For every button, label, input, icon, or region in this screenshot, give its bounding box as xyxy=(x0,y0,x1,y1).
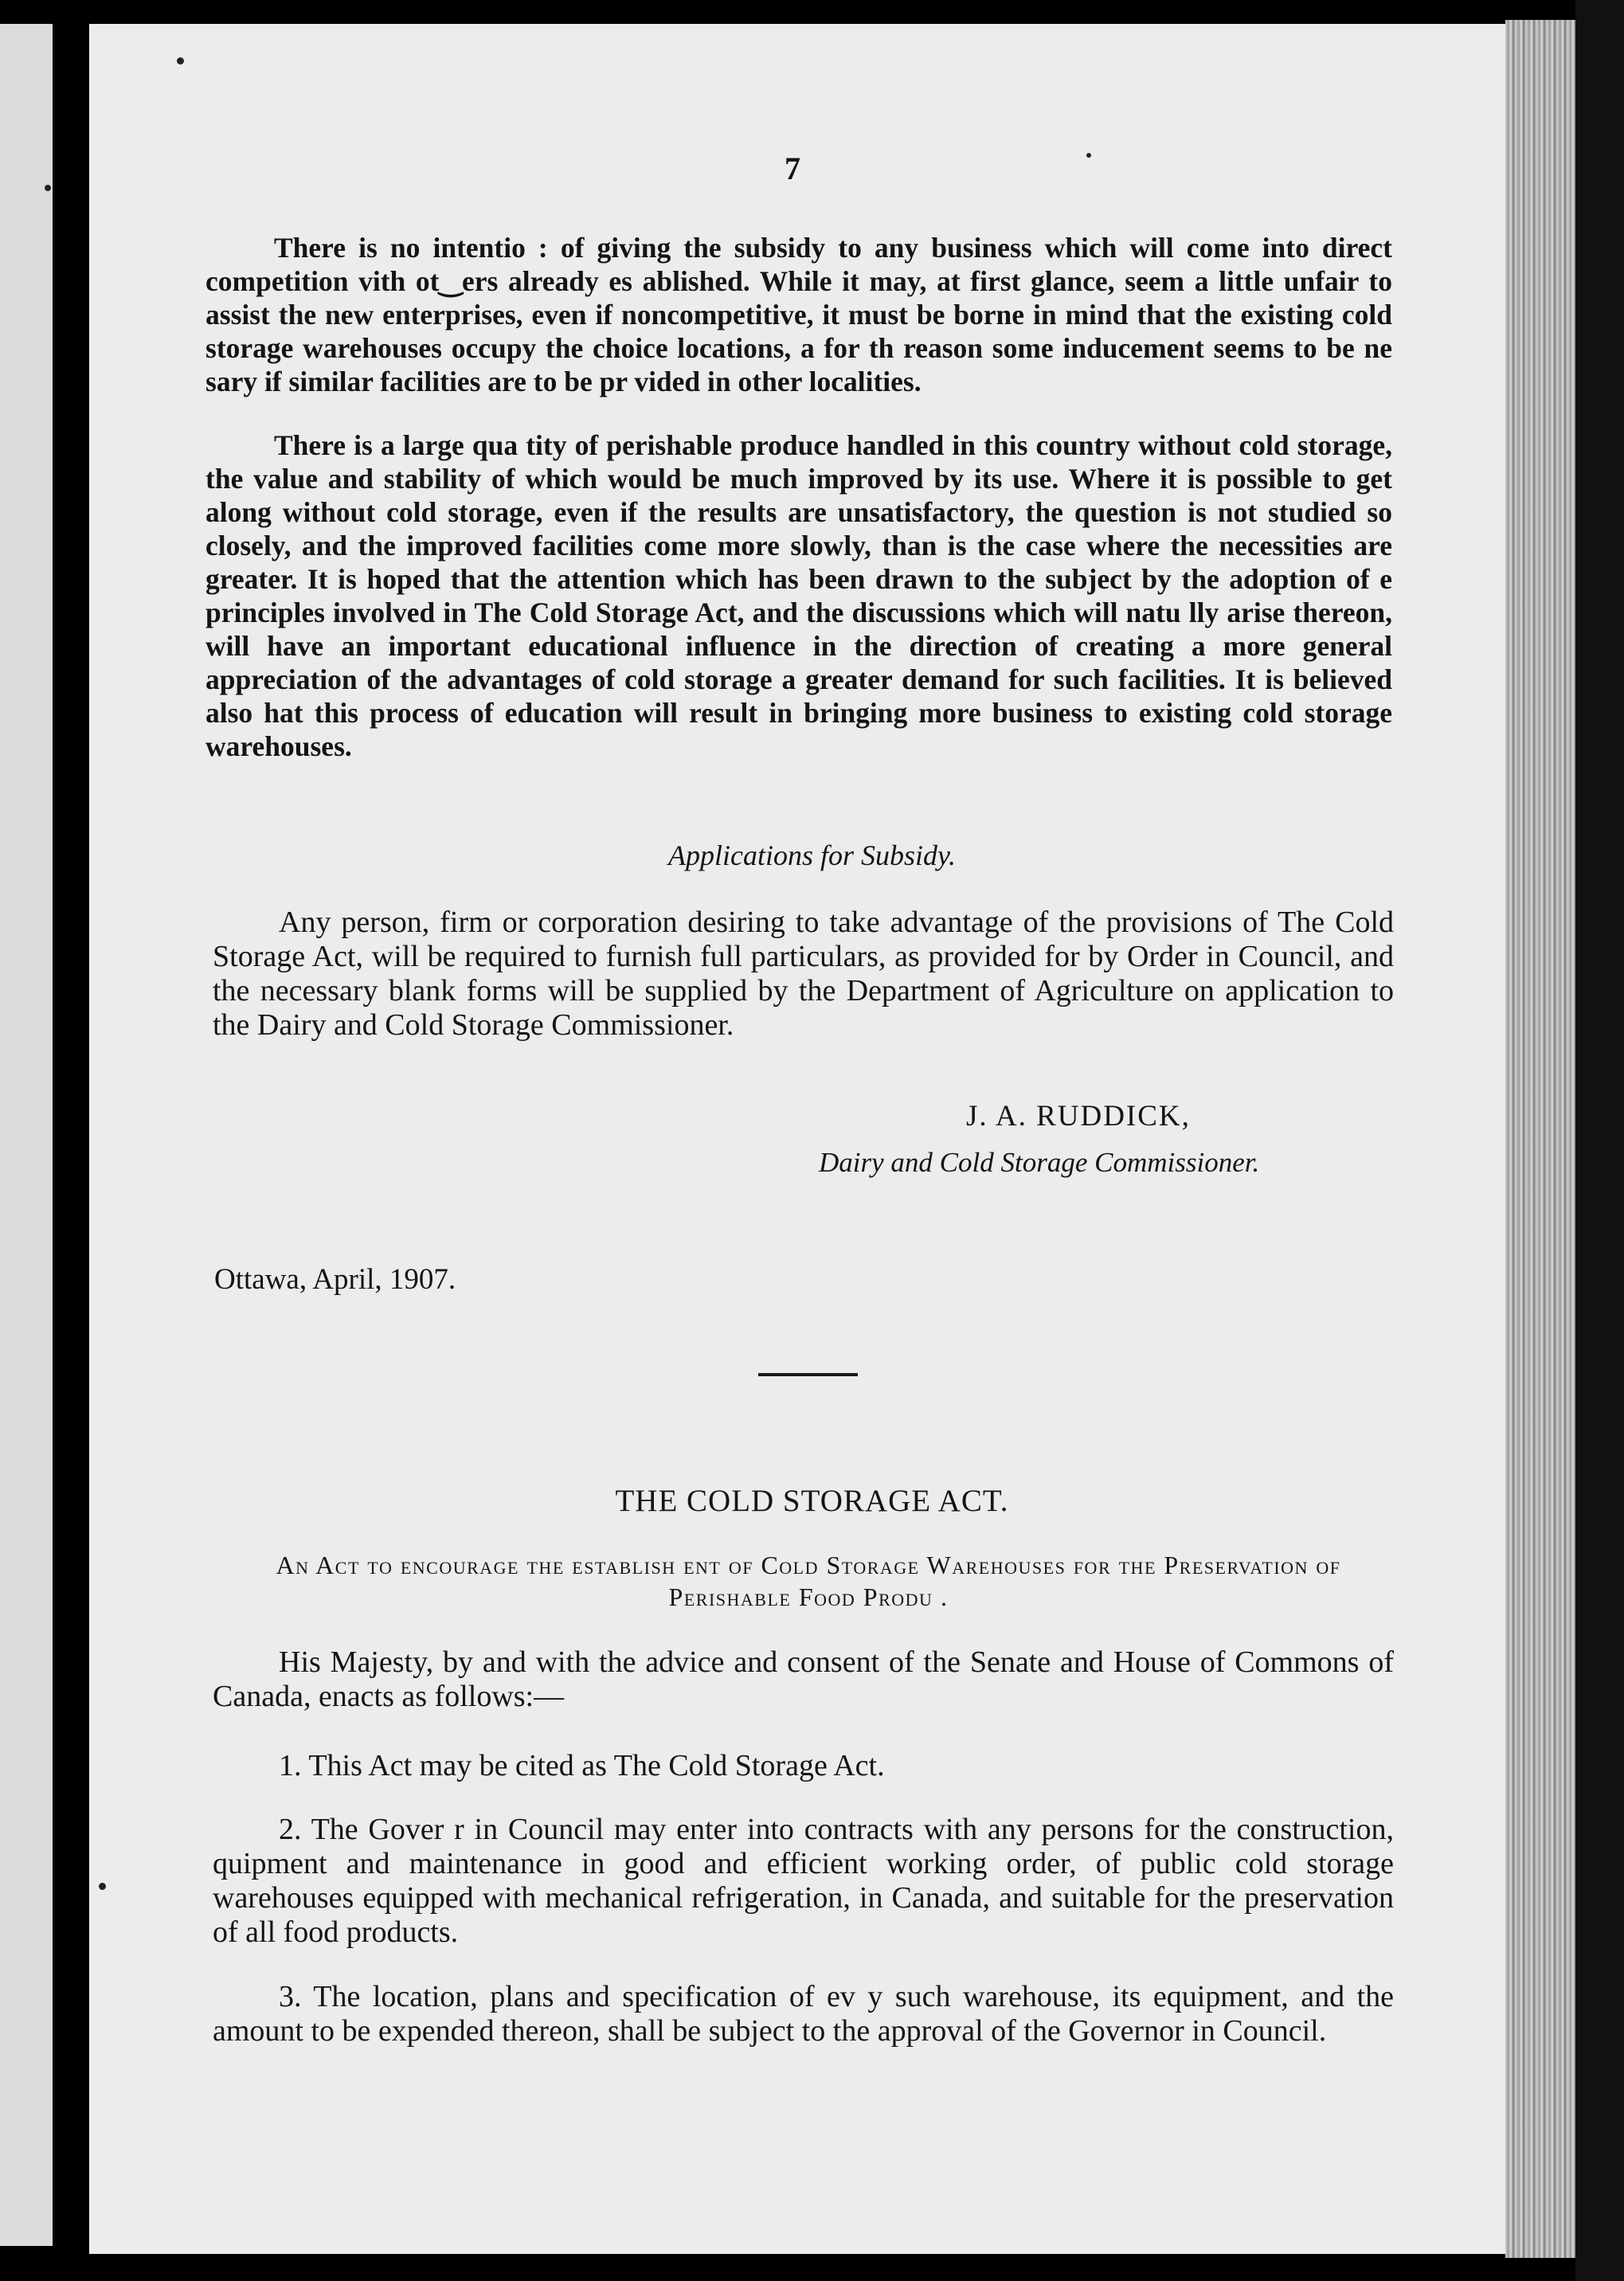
section-divider xyxy=(758,1373,858,1376)
scan-speck xyxy=(1086,153,1091,158)
enacting-clause: His Majesty, by and with the advice and consent of the Senate and House of Commons of Canada, enacts as follows:— xyxy=(213,1645,1394,1713)
facing-page-edge xyxy=(0,24,53,2246)
scan-speck xyxy=(99,1883,106,1890)
act-title: THE COLD STORAGE ACT. xyxy=(615,1484,1009,1518)
act-section-3: 3. The location, plans and specification of ev y such warehouse, its equipment, and the amount to be expended thereon, shall be subject to the approval of the Governor in Council. xyxy=(213,1980,1394,2048)
binding-shadow xyxy=(1575,0,1624,2281)
act-subtitle: An Act to encourage the establish ent of Cold Storage Warehouses for the Preservation of Perishable Food Produ . xyxy=(276,1551,1341,1611)
signature-name: J. A. RUDDICK, xyxy=(966,1100,1191,1133)
paragraph-perishable-produce: There is a large qua tity of perishable produce handled in this country without cold storage, the value and stability of which would be much improved by its use. Where it is possible to get along without cold storage, even if the results are unsatisfactory, the question is not studied so closely, and the improved facilities come more slowly, than is the case where the necessities are greater. It is hoped that the attention which has been drawn to the subject by the adoption of e principles involved in The Cold Storage Act, and the discussions which will natu lly arise thereon, will have an important educational influence in the direction of creating a more general appreciation of the advantages of cold storage a greater demand for such facilities. It is believed also hat this process of education will result in bringing more business to existing cold storage warehouses. xyxy=(205,429,1392,762)
paragraph-applications: Any person, firm or corporation desiring to take advantage of the provisions of The Cold Storage Act, will be required to furnish full particulars, as provided for by Order in Council, and the necessary blank forms will be supplied by the Department of Agriculture on application to the Dairy and Cold Storage Commissioner. xyxy=(213,906,1394,1042)
section-heading-applications: Applications for Subsidy. xyxy=(667,839,956,871)
scan-speck xyxy=(45,185,51,191)
act-section-1: 1. This Act may be cited as The Cold Storage Act. xyxy=(279,1749,885,1782)
dateline: Ottawa, April, 1907. xyxy=(214,1263,456,1296)
scan-speck xyxy=(177,57,184,65)
page-stack-edge xyxy=(1505,20,1577,2258)
page-number: 7 xyxy=(785,151,800,186)
paragraph-subsidy-intention: There is no intentio : of giving the subsidy to any business which will come into direct competition vith ot‿ers already es ablished. While it may, at first glance, seem a little unfair to assist the new enterprises, even if noncompetitive, it must be borne in mind that the existing cold storage warehouses occupy the choice locations, a for th reason some inducement seems to be ne sary if similar facilities are to be pr vided in other localities. xyxy=(205,232,1392,397)
act-section-2: 2. The Gover r in Council may enter into contracts with any persons for the construction, quipment and maintenance in good and efficient working order, of public cold storage warehouses equipped with mechanical refrigeration, in Canada, and suitable for the preservation of all food products. xyxy=(213,1813,1394,1949)
signature-title: Dairy and Cold Storage Commissioner. xyxy=(819,1147,1260,1178)
